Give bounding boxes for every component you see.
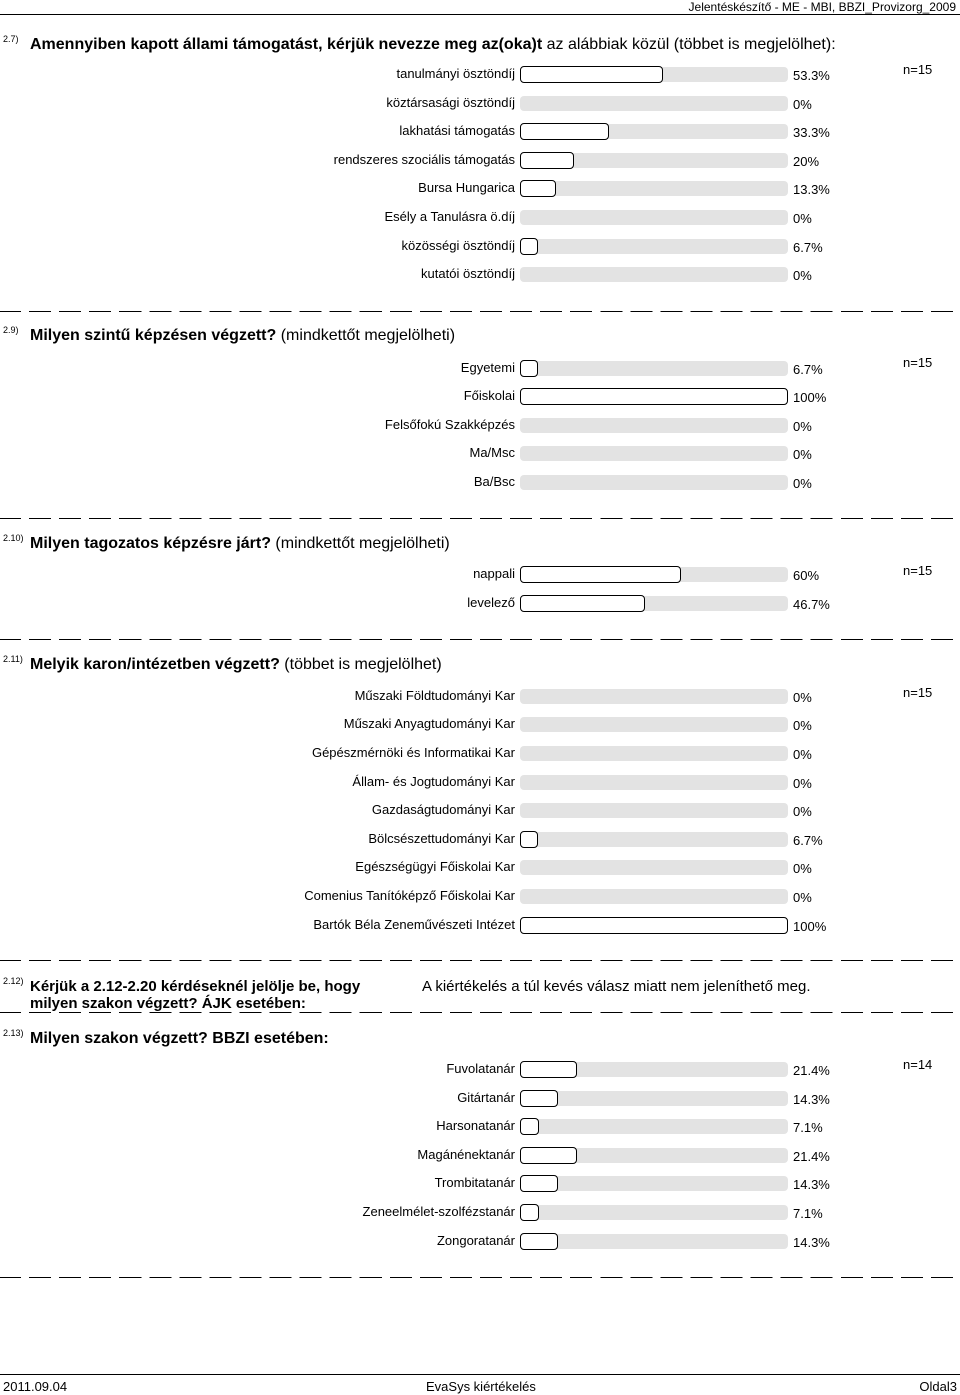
answer-label: Zongoratanár [436, 1233, 515, 1248]
answer-bar-track [520, 1205, 788, 1220]
answer-percent: 0% [793, 476, 812, 491]
answer-bar [520, 180, 556, 197]
answer-percent: 0% [793, 804, 812, 819]
answer-percent: 14.3% [793, 1177, 830, 1192]
answer-percent: 7.1% [793, 1120, 823, 1135]
section-divider [0, 1277, 960, 1278]
answer-percent: 21.4% [793, 1149, 830, 1164]
answer-bar-track [520, 1148, 788, 1163]
answer-percent: 13.3% [793, 182, 830, 197]
question-number: 2.13) [3, 1028, 24, 1038]
question-title-bold: Melyik karon/intézetben végzett? [30, 656, 280, 673]
answer-bar-track [520, 689, 788, 704]
question-title-bold: Milyen szakon végzett? BBZI esetében: [30, 1030, 329, 1047]
answer-bar [520, 238, 538, 255]
question-title [30, 656, 442, 674]
answer-label: lakhatási támogatás [399, 123, 515, 138]
answer-bar-track [520, 832, 788, 847]
answer-percent: 0% [793, 861, 812, 876]
answer-label: Főiskolai [463, 388, 515, 403]
question-number: 2.9) [3, 325, 19, 335]
answer-bar-track [520, 1091, 788, 1106]
answer-label: Egészségügyi Főiskolai Kar [355, 859, 515, 874]
answer-bar-track [520, 418, 788, 433]
question-number: 2.12) [3, 976, 24, 986]
answer-percent: 100% [793, 919, 827, 934]
answer-bar-track [520, 96, 788, 111]
answer-bar-track [520, 124, 788, 139]
answer-bar [520, 66, 663, 83]
answer-percent: 0% [793, 776, 812, 791]
question-title-note: (többet is megjelölhet) [279, 656, 442, 673]
question-number: 2.11) [3, 654, 23, 664]
answer-percent: 100% [793, 390, 827, 405]
answer-bar-track [520, 1176, 788, 1191]
answer-label: Fuvolatanár [446, 1061, 515, 1076]
answer-percent: 21.4% [793, 1063, 830, 1078]
answer-percent: 0% [793, 211, 812, 226]
question-number: 2.7) [3, 34, 19, 44]
answer-bar [520, 595, 645, 612]
answer-bar-track [520, 361, 788, 376]
not-displayable-message: A kiértékelés a túl kevés válasz miatt nem jeleníthető meg. [422, 978, 811, 995]
answer-label: Felsőfokú Szakképzés [384, 417, 515, 432]
answer-bar-track [520, 717, 788, 732]
answer-bar-track [520, 389, 788, 404]
answer-label: Bursa Hungarica [418, 180, 515, 195]
answer-percent: 33.3% [793, 125, 830, 140]
answer-label: Bölcsészettudományi Kar [368, 831, 515, 846]
answer-label: levelező [467, 595, 515, 610]
answer-bar [520, 1118, 539, 1135]
answer-bar [520, 123, 609, 140]
answer-label: Magánénektanár [417, 1147, 515, 1162]
answer-bar-track [520, 153, 788, 168]
answer-percent: 46.7% [793, 597, 830, 612]
answer-bar-track [520, 918, 788, 933]
answer-label: Ma/Msc [469, 445, 515, 460]
footer-divider [0, 1374, 960, 1375]
respondent-count: n=15 [903, 62, 933, 77]
answer-percent: 20% [793, 154, 820, 169]
answer-percent: 0% [793, 97, 812, 112]
question-title-note: (mindkettőt megjelölheti) [276, 327, 456, 344]
question-title-bold: Milyen tagozatos képzésre járt? [30, 535, 271, 552]
answer-label: Ba/Bsc [473, 474, 515, 489]
answer-label: Gazdaságtudományi Kar [371, 802, 515, 817]
question-title-line2: milyen szakon végzett? ÁJK esetében: [30, 995, 306, 1012]
question-title-line1: Kérjük a 2.12-2.20 kérdéseknél jelölje be, hogy [30, 978, 361, 995]
answer-percent: 0% [793, 890, 812, 905]
answer-percent: 0% [793, 690, 812, 705]
answer-label: Gépészmérnöki és Informatikai Kar [311, 745, 515, 760]
answer-bar-track [520, 746, 788, 761]
question-title [30, 1030, 329, 1048]
answer-label: Trombitatanár [434, 1175, 515, 1190]
section-divider [0, 518, 960, 519]
answer-bar [520, 1175, 558, 1192]
answer-bar [520, 1090, 558, 1107]
answer-bar-track [520, 475, 788, 490]
answer-label: Műszaki Anyagtudományi Kar [343, 716, 515, 731]
answer-bar [520, 831, 538, 848]
answer-label: nappali [473, 566, 515, 581]
answer-percent: 6.7% [793, 240, 823, 255]
answer-bar-track [520, 67, 788, 82]
answer-label: Bartók Béla Zeneművészeti Intézet [313, 917, 515, 932]
question-title [30, 535, 450, 553]
question-title-bold: Milyen szintű képzésen végzett? [30, 327, 277, 344]
answer-bar [520, 360, 538, 377]
answer-bar-track [520, 775, 788, 790]
answer-label: rendszeres szociális támogatás [333, 152, 515, 167]
question-title-note: (mindkettőt megjelölheti) [270, 535, 450, 552]
answer-percent: 14.3% [793, 1235, 830, 1250]
answer-bar-track [520, 1119, 788, 1134]
answer-bar-track [520, 1234, 788, 1249]
header-divider [0, 14, 960, 15]
answer-percent: 6.7% [793, 362, 823, 377]
footer-center: EvaSys kiértékelés [426, 1379, 536, 1394]
answer-percent: 53.3% [793, 68, 830, 83]
answer-label: tanulmányi ösztöndíj [396, 66, 515, 81]
report-title: Jelentéskészítő - ME - MBI, BBZI_Provizorg_2009 [688, 0, 956, 14]
answer-bar [520, 917, 788, 934]
answer-percent: 0% [793, 747, 812, 762]
answer-bar-track [520, 446, 788, 461]
answer-bar [520, 566, 681, 583]
question-title-bold: Amennyiben kapott állami támogatást, kérjük nevezze meg az(oka)t [30, 36, 543, 53]
answer-bar-track [520, 596, 788, 611]
answer-bar [520, 152, 574, 169]
answer-bar-track [520, 889, 788, 904]
section-divider [0, 311, 960, 312]
answer-label: Műszaki Földtudományi Kar [354, 688, 515, 703]
answer-bar [520, 388, 788, 405]
answer-bar [520, 1147, 577, 1164]
answer-percent: 0% [793, 718, 812, 733]
answer-percent: 6.7% [793, 833, 823, 848]
answer-label: köztársasági ösztöndíj [386, 95, 515, 110]
question-title-note: az alábbiak közül (többet is megjelölhet): [542, 36, 836, 53]
answer-bar [520, 1233, 558, 1250]
answer-bar [520, 1061, 577, 1078]
answer-bar [520, 1204, 539, 1221]
respondent-count: n=15 [903, 355, 933, 370]
answer-label: Zeneelmélet-szolfézstanár [362, 1204, 515, 1219]
answer-percent: 0% [793, 419, 812, 434]
answer-label: közösségi ösztöndíj [401, 238, 515, 253]
footer-page: Oldal3 [919, 1379, 957, 1394]
respondent-count: n=14 [903, 1057, 933, 1072]
answer-label: Egyetemi [460, 360, 515, 375]
answer-bar-track [520, 803, 788, 818]
answer-percent: 60% [793, 568, 820, 583]
respondent-count: n=15 [903, 563, 933, 578]
question-title [30, 327, 455, 345]
answer-label: Esély a Tanulásra ö.díj [384, 209, 515, 224]
footer-date: 2011.09.04 [3, 1379, 68, 1394]
answer-label: Állam- és Jogtudományi Kar [352, 774, 515, 789]
answer-bar-track [520, 567, 788, 582]
answer-bar-track [520, 267, 788, 282]
section-divider [0, 960, 960, 961]
question-number: 2.10) [3, 533, 24, 543]
answer-label: Harsonatanár [436, 1118, 515, 1133]
respondent-count: n=15 [903, 685, 933, 700]
answer-bar-track [520, 860, 788, 875]
section-divider [0, 1012, 960, 1013]
answer-label: kutatói ösztöndíj [421, 266, 515, 281]
answer-label: Comenius Tanítóképző Főiskolai Kar [304, 888, 515, 903]
answer-bar-track [520, 210, 788, 225]
answer-percent: 0% [793, 268, 812, 283]
answer-percent: 7.1% [793, 1206, 823, 1221]
answer-label: Gitártanár [457, 1090, 515, 1105]
answer-bar-track [520, 1062, 788, 1077]
question-title [30, 978, 360, 1012]
section-divider [0, 639, 960, 640]
answer-percent: 0% [793, 447, 812, 462]
question-title [30, 36, 836, 54]
answer-percent: 14.3% [793, 1092, 830, 1107]
answer-bar-track [520, 181, 788, 196]
answer-bar-track [520, 239, 788, 254]
